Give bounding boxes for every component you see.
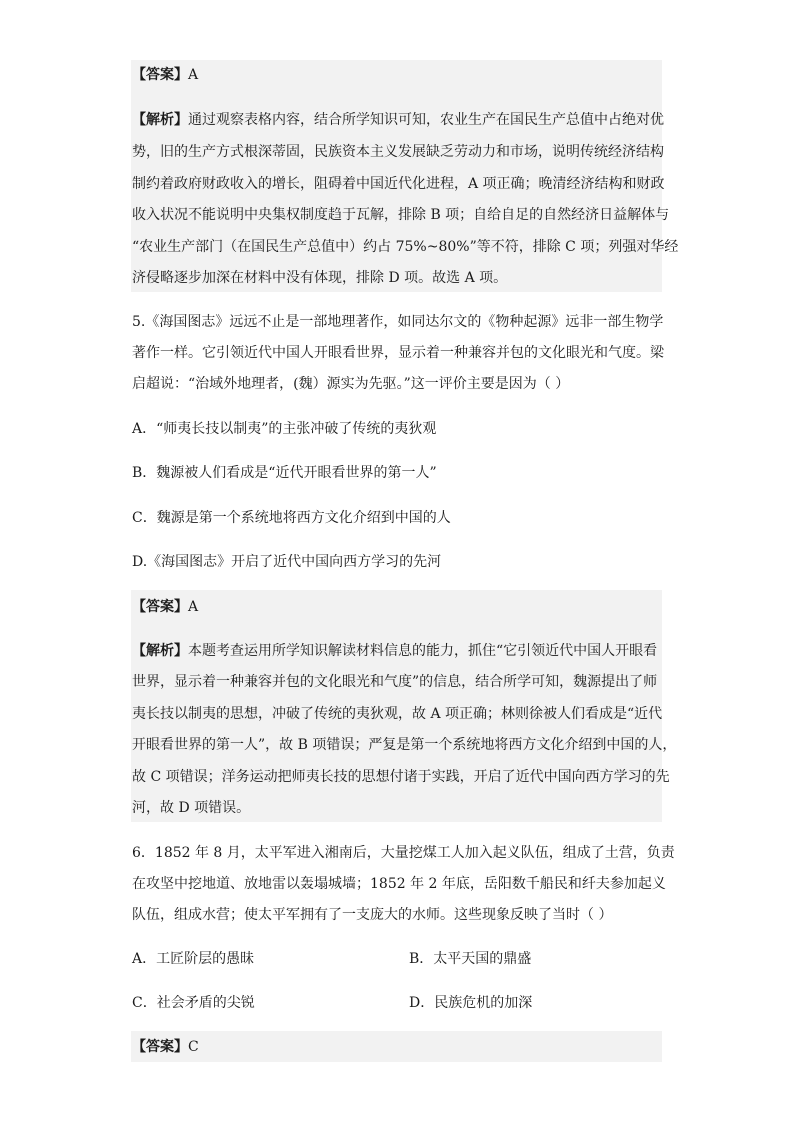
analysis-line: 收入状况不能说明中央集权制度趋于瓦解，排除 B 项；自给自足的自然经济日益解体与 (132, 207, 670, 223)
analysis-label: 【解析】 (132, 643, 188, 659)
question-line: 启超说：“治域外地理者，(魏）源实为先驱。”这一评价主要是因为（ ） (132, 376, 570, 392)
answer-value: A (188, 67, 199, 83)
question-line: 队伍，组成水营；使太平军拥有了一支庞大的水师。这些现象反映了当时（ ） (132, 907, 613, 923)
option-c: C．社会矛盾的尖锐 (132, 995, 255, 1011)
option-a: A．工匠阶层的愚昧 (132, 951, 255, 967)
analysis-line: 势，旧的生产方式根深蒂固，民族资本主义发展缺乏劳动力和市场，说明传统经济结构 (132, 144, 664, 160)
question-line: 在攻坚中挖地道、放地雷以轰塌城墙；1852 年 2 年底，岳阳数千船民和纤夫参加起义 (132, 876, 666, 892)
analysis-line: 故 C 项错误；洋务运动把师夷长技的思想付诸于实践，开启了近代中国向西方学习的先 (132, 769, 670, 785)
analysis-text: 通过观察表格内容，结合所学知识可知，农业生产在国民生产总值中占绝对优 (188, 112, 664, 128)
option-a: A．“师夷长技以制夷”的主张冲破了传统的夷狄观 (132, 421, 437, 437)
analysis-line: 制约着政府财政收入的增长，阻碍着中国近代化进程，A 项正确；晚清经济结构和财政 (132, 176, 665, 192)
analysis-line: 开眼看世界的第一人”，故 B 项错误；严复是第一个系统地将西方文化介绍到中国的人， (132, 737, 677, 753)
analysis-line: 夷长技以制夷的思想，冲破了传统的夷狄观，故 A 项正确；林则徐被人们看成是“近代 (132, 706, 663, 722)
answer-value: A (188, 599, 199, 615)
answer-line (132, 1038, 199, 1056)
answer-line (132, 598, 198, 616)
answer-panel (131, 1031, 662, 1062)
analysis-line: “农业生产部门（在国民生产总值中）约占 75%~80%”等不符，排除 C 项；列强对华经 (132, 239, 679, 255)
answer-label: 【答案】 (132, 67, 188, 83)
question-line: 著作一样。它引领近代中国人开眼看世界，显示着一种兼容并包的文化眼光和气度。梁 (132, 345, 664, 361)
option-d: D．民族危机的加深 (409, 995, 533, 1011)
answer-value: C (188, 1039, 199, 1055)
analysis-line (132, 642, 657, 660)
answer-line (132, 66, 198, 84)
analysis-label: 【解析】 (132, 112, 188, 128)
option-b: B．太平天国的鼎盛 (409, 951, 532, 967)
analysis-text: 本题考查运用所学知识解读材料信息的能力，抓住“它引领近代中国人开眼看 (188, 643, 658, 659)
option-b: B．魏源被人们看成是“近代开眼看世界的第一人” (132, 465, 437, 481)
option-d: D.《海国图志》开启了近代中国向西方学习的先河 (132, 554, 442, 570)
question-line: 5.《海国图志》远远不止是一部地理著作，如同达尔文的《物种起源》远非一部生物学 (132, 314, 664, 330)
analysis-line: 济侵略逐步加深在材料中没有体现，排除 D 项。故选 A 项。 (132, 270, 508, 286)
question-line: 6．1852 年 8 月，太平军进入湘南后，大量挖煤工人加入起义队伍，组成了土营，负责 (132, 845, 675, 861)
analysis-line: 世界，显示着一种兼容并包的文化眼光和气度”的信息，结合所学可知，魏源提出了师 (132, 674, 658, 690)
analysis-line: 河，故 D 项错误。 (132, 800, 251, 816)
option-c: C．魏源是第一个系统地将西方文化介绍到中国的人 (132, 510, 451, 526)
answer-label: 【答案】 (132, 1039, 188, 1055)
answer-label: 【答案】 (132, 599, 188, 615)
analysis-line (132, 111, 664, 129)
